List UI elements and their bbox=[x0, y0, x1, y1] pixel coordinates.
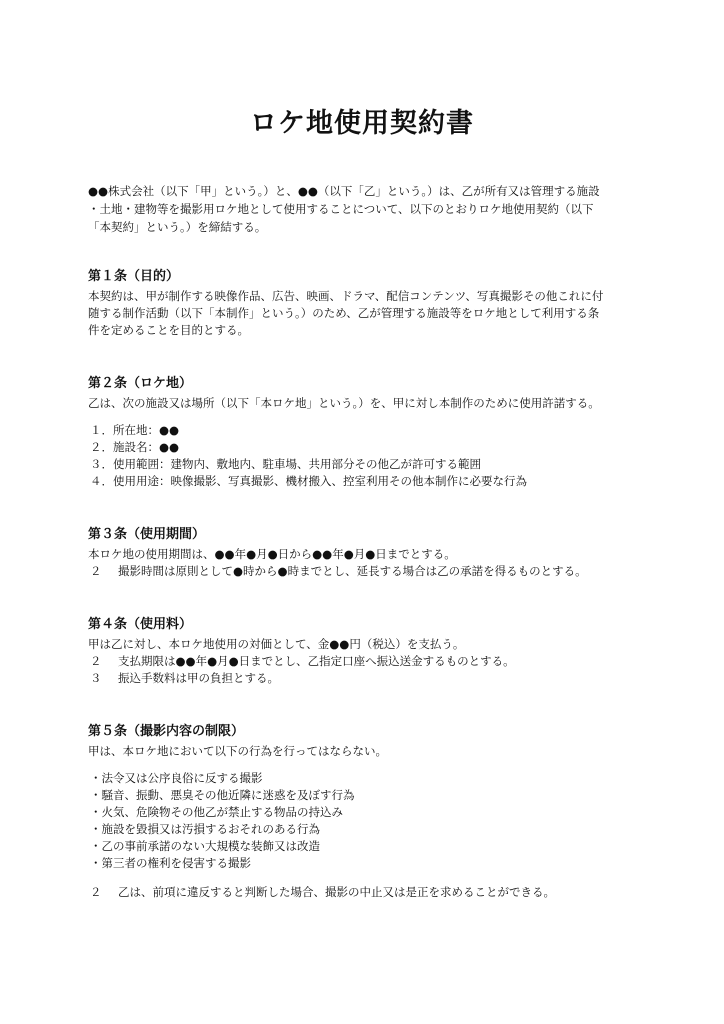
list-item: ・施設を毀損又は汚損するおそれのある行為 bbox=[90, 822, 320, 836]
article-heading: 第３条（使用期間） bbox=[88, 527, 206, 542]
list-item: ４．使用用途：映像撮影、写真撮影、機材搬入、控室利用その他本制作に必要な行為 bbox=[90, 474, 527, 488]
article-text: 甲は、本ロケ地において以下の行為を行ってはならない。 bbox=[88, 744, 387, 758]
intro-line: 「本契約」という。）を締結する。 bbox=[88, 220, 267, 234]
article-text: 本ロケ地の使用期間は、●●年●月●日から●●年●月●日までとする。 bbox=[88, 547, 456, 561]
sub-clause bbox=[88, 884, 636, 901]
article-heading: 第１条（目的） bbox=[88, 269, 180, 284]
sub-clause bbox=[88, 563, 636, 580]
article-heading: 第４条（使用料） bbox=[88, 617, 193, 632]
sub-clause bbox=[88, 670, 636, 687]
list-item: １．所在地：●● bbox=[90, 423, 180, 437]
list-item: ３．使用範囲：建物内、敷地内、駐車場、共用部分その他乙が許可する範囲 bbox=[90, 457, 481, 471]
intro-line: ●●株式会社（以下「甲」という。）と、●●（以下「乙」という。）は、乙が所有又は管理する施設 bbox=[88, 184, 600, 198]
intro-line: ・土地・建物等を撮影用ロケ地として使用することについて、以下のとおりロケ地使用契約（以下 bbox=[88, 202, 594, 216]
article-text: 随する制作活動（以下「本制作」という。）のため、乙が管理する施設等をロケ地として利用する条 bbox=[88, 306, 600, 320]
article-heading: 第２条（ロケ地） bbox=[88, 376, 193, 391]
document-title: ロケ地使用契約書 bbox=[250, 108, 474, 139]
article-2 bbox=[88, 375, 636, 490]
sub-clause-number: ２ bbox=[90, 564, 102, 578]
sub-clause-number: ２ bbox=[90, 885, 102, 899]
article-1 bbox=[88, 268, 636, 339]
list-item: ・第三者の権利を侵害する撮影 bbox=[90, 856, 251, 870]
article-text: 甲は乙に対し、本ロケ地使用の対価として、金●●円（税込）を支払う。 bbox=[88, 637, 465, 651]
sub-clause-text: 振込手数料は甲の負担とする。 bbox=[118, 671, 279, 685]
sub-clause-number: ３ bbox=[90, 671, 102, 685]
list-item: ・法令又は公序良俗に反する撮影 bbox=[90, 771, 263, 785]
sub-clause bbox=[88, 653, 636, 670]
sub-clause-text: 乙は、前項に違反すると判断した場合、撮影の中止又は是正を求めることができる。 bbox=[118, 885, 555, 899]
list-item: ２．施設名：●● bbox=[90, 440, 180, 454]
list-item: ・乙の事前承諾のない大規模な装飾又は改造 bbox=[90, 839, 320, 853]
sub-clause-text: 支払期限は●●年●月●日までとし、乙指定口座へ振込送金するものとする。 bbox=[118, 654, 515, 668]
intro-paragraph bbox=[88, 182, 636, 236]
sub-clause-text: 撮影時間は原則として●時から●時までとし、延長する場合は乙の承諾を得るものとする。 bbox=[118, 564, 587, 578]
article-3 bbox=[88, 526, 636, 580]
article-text: 乙は、次の施設又は場所（以下「本ロケ地」という。）を、甲に対し本制作のために使用許諾する。 bbox=[88, 396, 600, 410]
article-text: 件を定めることを目的とする。 bbox=[88, 323, 249, 337]
list-item: ・騒音、振動、悪臭その他近隣に迷惑を及ぼす行為 bbox=[90, 788, 355, 802]
sub-clause-number: ２ bbox=[90, 654, 102, 668]
article-4 bbox=[88, 616, 636, 687]
article-heading: 第５条（撮影内容の制限） bbox=[88, 724, 245, 739]
article-5 bbox=[88, 723, 636, 901]
list-item: ・火気、危険物その他乙が禁止する物品の持込み bbox=[90, 805, 343, 819]
article-text: 本契約は、甲が制作する映像作品、広告、映画、ドラマ、配信コンテンツ、写真撮影その他これに付 bbox=[88, 289, 604, 303]
